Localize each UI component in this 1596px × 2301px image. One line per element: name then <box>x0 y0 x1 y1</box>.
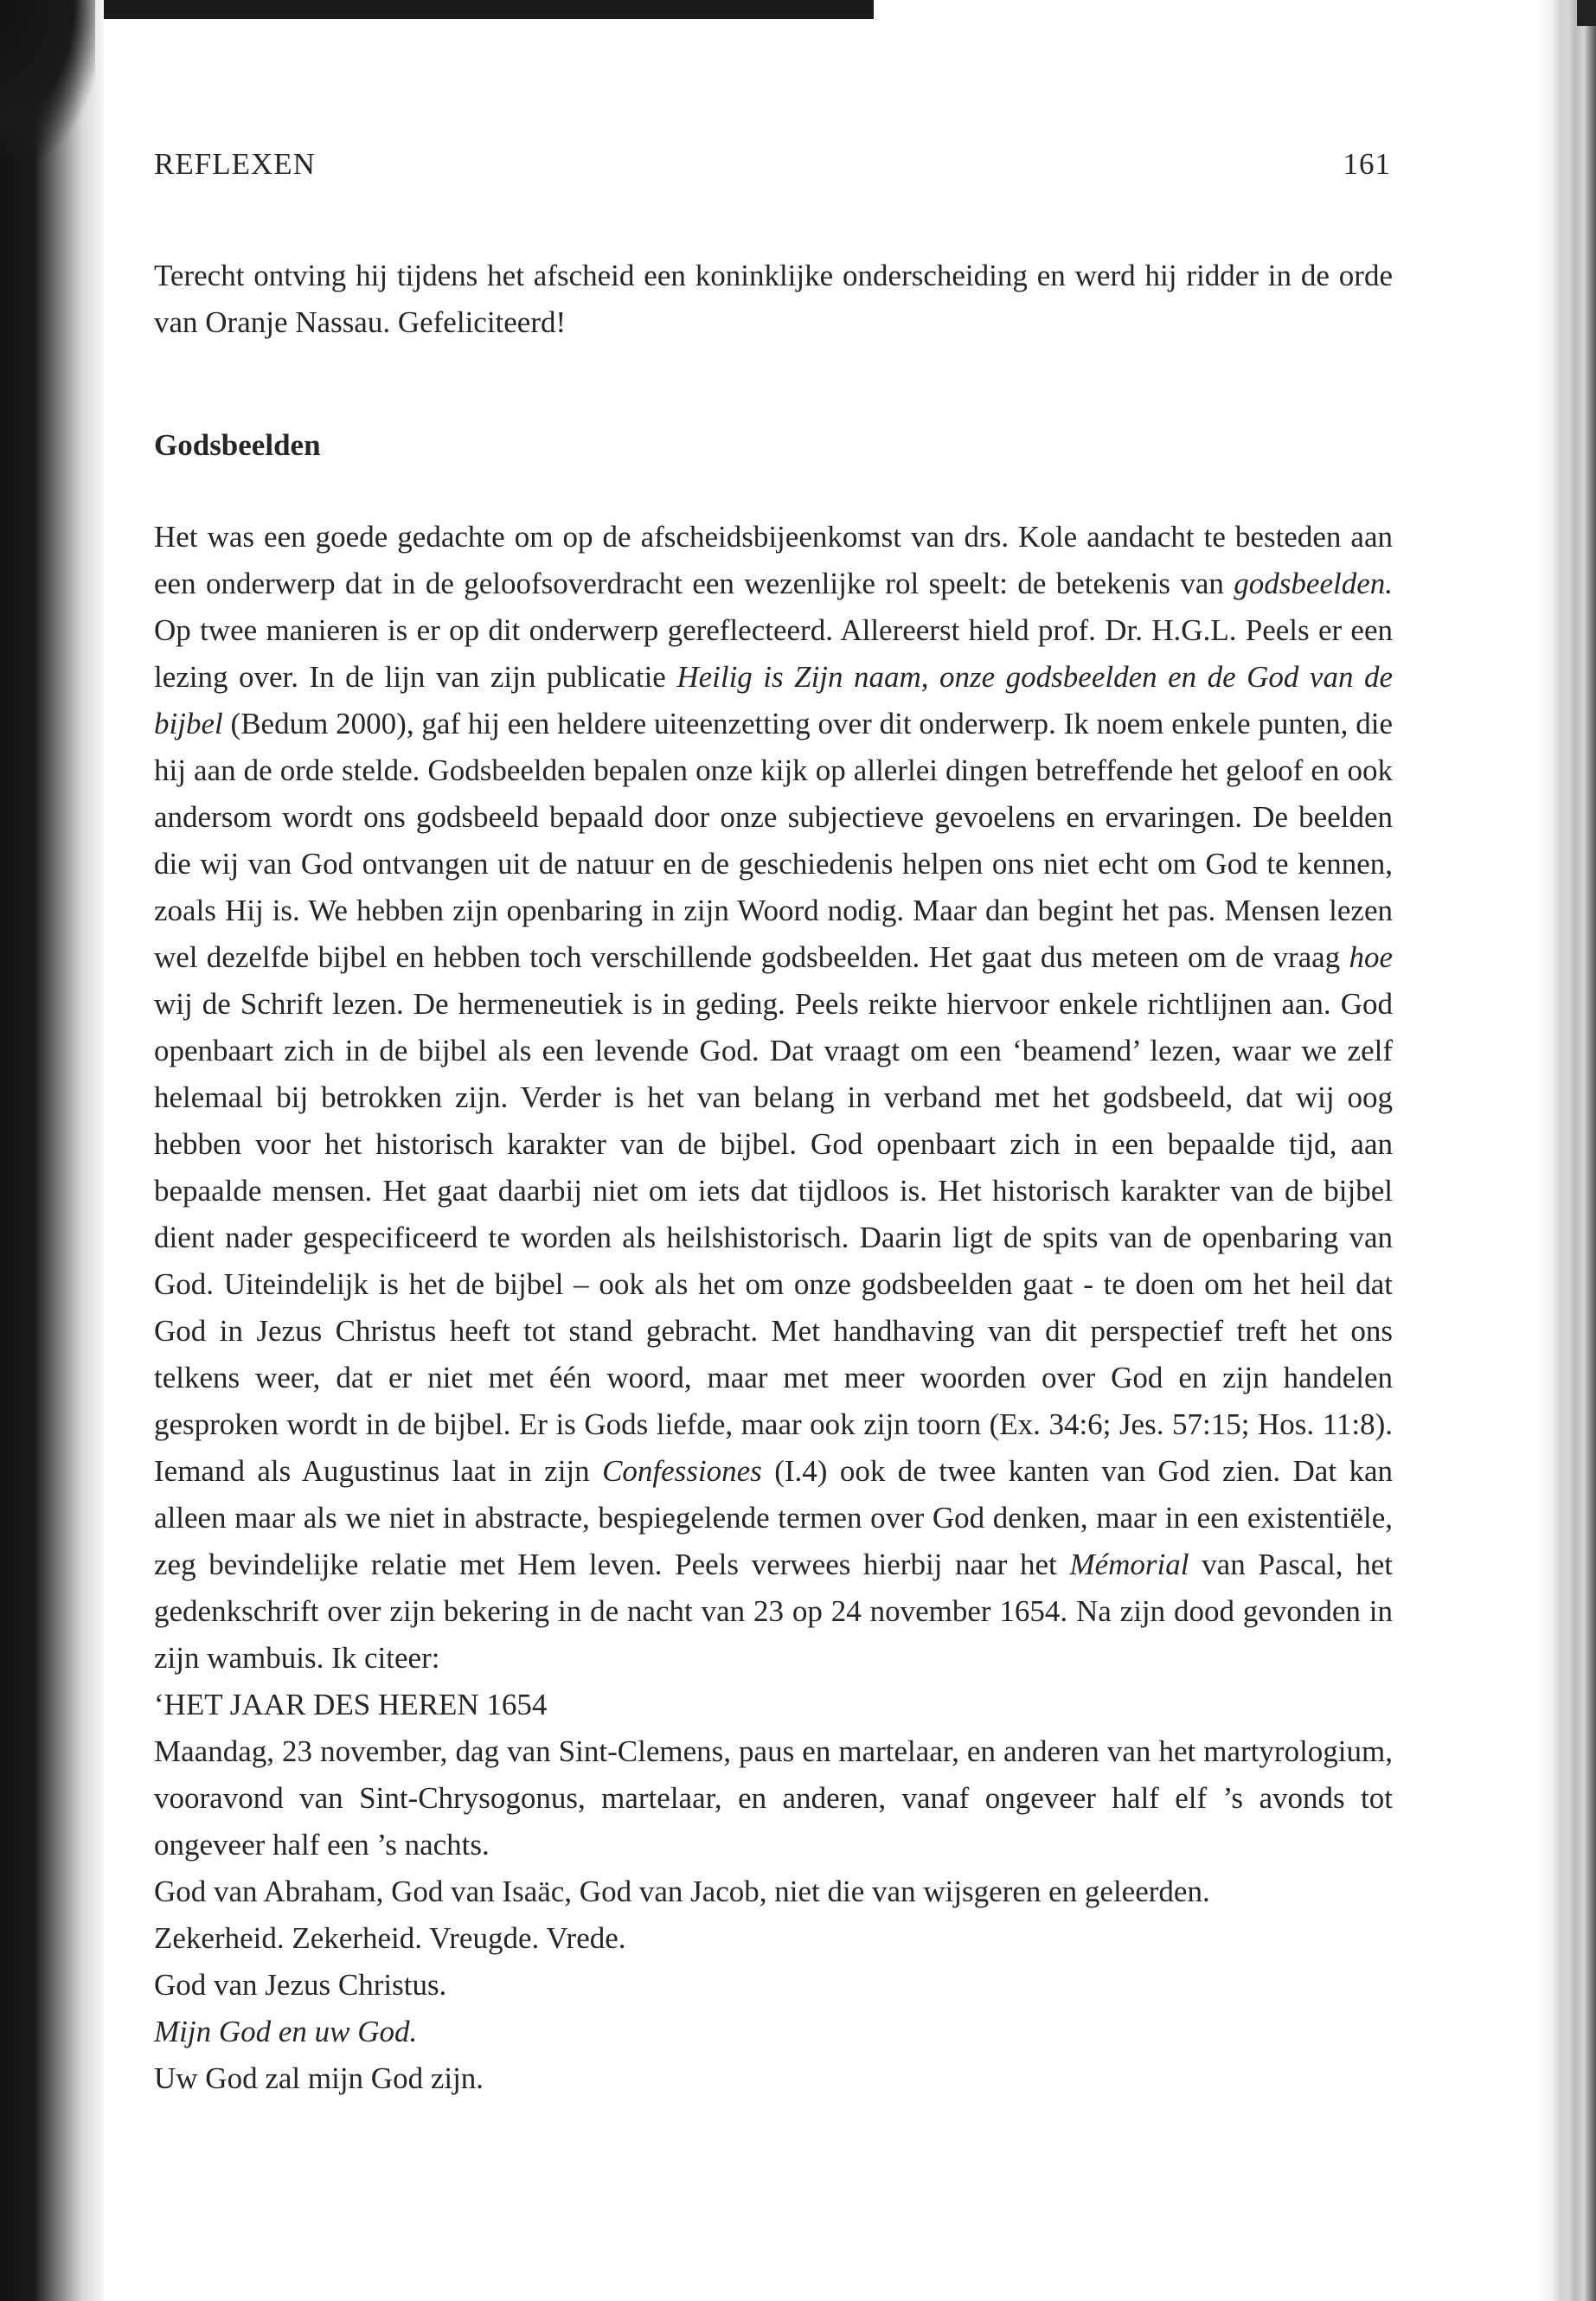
section-heading: Godsbeelden <box>154 428 321 462</box>
text-run: wij de Schrift lezen. De hermeneutiek is in geding. Peels reikte hiervoor enkele richtlijnen aan. God openbaart zich in de bijbel als een levende God. Dat vraagt om een ‘beamend’ lezen, waar we zelf helemaal bij betrokken zijn. Verder is het van belang in verband met het godsbeeld, dat wij oog hebben voor het historisch karakter van de bijbel. God openbaart zich in een bepaalde tijd, aan bepaalde mensen. Het gaat daarbij niet om iets dat tijdloos is. Het historisch karakter van de bijbel dient nader gespecificeerd te worden als heilshistorisch. Daarin ligt de spits van de openbaring van God. Uiteindelijk is het de bijbel – ook als het om onze godsbeelden gaat - te doen om het heil dat God in Jezus Christus heeft tot stand gebracht. Met handhaving van dit perspectief treft het ons telkens weer, dat er niet met één woord, maar met meer woorden over God en zijn handelen gesproken wordt in de bijbel. Er is Gods liefde, maar ook zijn toorn (Ex. 34:6; Jes. 57:15; Hos. 11:8). Iemand als Augustinus laat in zijn <box>154 987 1393 1488</box>
text-run: Het was een goede gedachte om op de afscheidsbijeenkomst van drs. Kole aandacht te besteden aan een onderwerp dat in de geloofsoverdracht een wezenlijke rol speelt: de betekenis van <box>154 520 1393 600</box>
quote-line: ‘HET JAAR DES HEREN 1654 <box>154 1688 548 1721</box>
memorial-quote <box>154 1682 1393 2102</box>
page-number: 161 <box>1343 147 1391 181</box>
quote-line: Uw God zal mijn God zijn. <box>154 2061 484 2095</box>
quote-line: Zekerheid. Zekerheid. Vreugde. Vrede. <box>154 1921 626 1955</box>
quote-line: God van Abraham, God van Isaäc, God van Jacob, niet die van wijsgeren en geleerden. <box>154 1875 1210 1908</box>
text-run: (I.4) ook de twee kanten van God zien. Dat kan alleen maar als we niet in abstracte, bespiegelende termen over God denken, maar in een existentiële, zeg bevindelijke relatie met Hem leven. Peels verwees hierbij naar het <box>154 1454 1393 1581</box>
italic-confessiones: Confessiones <box>602 1454 762 1488</box>
main-paragraph <box>154 514 1393 1682</box>
quote-line: God van Jezus Christus. <box>154 1968 447 2002</box>
quote-line-italic: Mijn God en uw God. <box>154 2015 418 2048</box>
italic-term-hoe: hoe <box>1349 940 1393 974</box>
running-title: REFLEXEN <box>154 147 316 181</box>
italic-book-title: Heilig is Zijn naam, onze godsbeelden en de God van de bijbel <box>154 660 1393 740</box>
scan-right-page-edges <box>1535 0 1596 2301</box>
intro-paragraph: Terecht ontving hij tijdens het afscheid een koninklijke onderscheiding en werd hij ridder in de orde van Oranje Nassau. Gefeliciteerd! <box>154 259 1393 339</box>
quote-line: Maandag, 23 november, dag van Sint-Clemens, paus en martelaar, en anderen van het martyrologium, vooravond van Sint-Chrysogonus, martelaar, en anderen, vanaf ongeveer half elf ’s avonds tot ongeveer half een ’s nachts. <box>154 1734 1393 1862</box>
italic-memorial: Mémorial <box>1069 1548 1189 1581</box>
text-run: (Bedum 2000), gaf hij een heldere uiteenzetting over dit onderwerp. Ik noem enkele punten, die hij aan de orde stelde. Godsbeelden bepalen onze kijk op allerlei dingen betreffende het geloof en ook andersom wordt ons godsbeeld bepaald door onze subjectieve gevoelens en ervaringen. De beelden die wij van God ontvangen uit de natuur en de geschiedenis helpen ons niet echt om God te kennen, zoals Hij is. We hebben zijn openbaring in zijn Woord nodig. Maar dan begint het pas. Mensen lezen wel dezelfde bijbel en hebben toch verschillende godsbeelden. Het gaat dus meteen om de vraag <box>154 707 1393 974</box>
scan-left-binding-shadow <box>0 0 104 2301</box>
running-header <box>154 147 1393 199</box>
scan-top-shadow <box>0 0 874 19</box>
text-run: Op twee manieren is er op dit onderwerp gereflecteerd. Allereerst hield prof. Dr. H.G.L. Peels er een lezing over. In de lijn van zijn publicatie <box>154 613 1393 694</box>
book-page <box>154 147 1393 2102</box>
text-run: van Pascal, het gedenkschrift over zijn bekering in de nacht van 23 op 24 november 1654. Na zijn dood gevonden in zijn wambuis. Ik citeer: <box>154 1548 1393 1675</box>
italic-term-godsbeelden: godsbeelden. <box>1234 567 1393 600</box>
